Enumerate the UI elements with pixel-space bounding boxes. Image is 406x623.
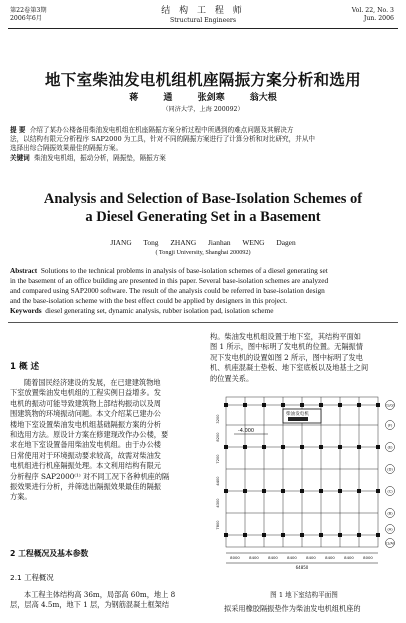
dim-label: 8000 xyxy=(363,555,373,560)
affiliation-cn: （同济大学，上海 200092） xyxy=(162,106,244,113)
section1-line: 分析程序 SAP2000⁽¹⁾ 对不同工况下各种机座的隔 xyxy=(10,471,170,481)
paper-title-en xyxy=(0,190,406,226)
figure1-caption: 图 1 地下室结构平面图 xyxy=(270,591,338,599)
axis-label: (1/G) xyxy=(385,403,395,408)
left-dimensions xyxy=(216,414,220,530)
section2-line: 层，层高 4.5m，地下 1 层，为钢筋混凝土框架结 xyxy=(10,600,170,610)
section2-1-heading xyxy=(10,572,54,583)
title-en-line2: a Diesel Generating Set in a Basement xyxy=(85,209,321,225)
right-col-line: 构。柴油发电机组设置于地下室，其结构平面如 xyxy=(210,332,361,341)
right-column-intro xyxy=(210,332,400,384)
dim-label: 8400 xyxy=(268,555,278,560)
section1-line: 和选用方法。原设计方案在修建现改作办公楼，要 xyxy=(10,430,169,440)
right-column-bottom xyxy=(210,604,400,614)
section2-1-heading-text: 2.1 工程概况 xyxy=(10,573,54,582)
issue-cn: 第22卷第3期 xyxy=(10,7,47,14)
section1-body xyxy=(10,378,200,503)
right-axis-bubbles xyxy=(385,401,395,548)
date-en: Jun. 2006 xyxy=(363,14,394,22)
section2-body xyxy=(10,590,200,611)
axis-label: (1/A) xyxy=(385,541,395,546)
section1-line: 电机的振动可能导致建筑物上部结构振动以及周 xyxy=(10,398,161,408)
abstract-en-line4: and the base-isolation scheme with the best effect could be applied by designers in this project. xyxy=(10,296,288,305)
right-col-line: 况下发电机的设置如图 2 所示，图中标明了发电 xyxy=(210,352,363,362)
abstract-en xyxy=(10,266,398,316)
keywords-cn-text: 柴油发电机组，振动分析，隔振垫，隔振方案 xyxy=(33,153,166,162)
right-col-bottom-line: 拟采用橡胶隔振垫作为柴油发电机组机座的 xyxy=(224,604,361,613)
section1-line: 求在地下室设置备用柴油发电机组。由于办公楼 xyxy=(10,440,161,450)
keywords-cn-label: 关键词 xyxy=(10,153,30,162)
dim-label: 8400 xyxy=(249,555,259,560)
affiliation-en: ( Tongji University, Shanghai 200092) xyxy=(155,249,251,256)
header-rule xyxy=(8,28,398,29)
section1-line: 楼地下室设置柴油发电机组基础隔振方案的分析 xyxy=(10,419,161,429)
title-en-line1: Analysis and Selection of Base-Isolation Schemes of xyxy=(43,191,363,207)
dim-label: 7200 xyxy=(216,454,220,464)
dim-label: 4400 xyxy=(216,476,220,486)
dim-label: 8400 xyxy=(344,555,354,560)
abstract-cn xyxy=(10,126,396,163)
section1-line: 方案。 xyxy=(10,492,32,502)
axis-label: (A) xyxy=(387,527,393,532)
dim-label: 3200 xyxy=(216,414,220,424)
abstract-cn-line3: 选择出综合隔振效果最佳的隔振方案。 xyxy=(10,144,123,153)
section1-line: 电机组进行机座隔振处理。本文利用结构有限元 xyxy=(10,461,161,471)
abstract-en-label: Abstract xyxy=(10,266,38,275)
abstract-cn-line2: 法，以结构有限元分析程序 SAP2000 为工具，针对不同的隔振方案进行了计算分析和对比研究，并从中 xyxy=(10,135,316,144)
right-col-line: 机、机座混凝土垫板、地下室底板以及地基土之间 xyxy=(210,363,369,373)
section2-heading: 2 工程概况及基本参数 xyxy=(10,549,89,558)
volume-en: Vol. 22, No. 3 xyxy=(351,7,394,14)
axis-label: (E) xyxy=(387,445,393,450)
figure1-structural-plan xyxy=(208,387,400,587)
dim-label: 8400 xyxy=(306,555,316,560)
dim-label: 8400 xyxy=(287,555,297,560)
bottom-dimensions xyxy=(230,555,373,560)
dim-label: 8200 xyxy=(216,432,220,442)
right-col-line: 图 1 所示，图中标明了发电机的位置。无隔振情 xyxy=(210,342,363,352)
generator-symbol xyxy=(288,417,308,421)
axis-label: (C) xyxy=(387,489,393,494)
dim-label: 8000 xyxy=(230,555,240,560)
dim-label: 7800 xyxy=(216,520,220,530)
section1-line: 随着国民经济建设的发展，在已建建筑物地 xyxy=(24,378,161,387)
abstract-rule xyxy=(8,322,398,323)
paper-title-cn: 地下室柴油发电机组机座隔振方案分析和选用 xyxy=(44,71,361,89)
abstract-cn-label: 提 要 xyxy=(10,126,26,134)
authors-cn: 蒋 通 张剑寒 翁大根 xyxy=(129,93,277,103)
right-col-line: 的位置关系。 xyxy=(210,373,254,383)
abstract-en-line1: Solutions to the technical problems in analysis of base-isolation schemes of a diesel generating set xyxy=(40,266,328,275)
axis-label: (D) xyxy=(387,467,393,472)
journal-name-cn: 结 构 工 程 师 xyxy=(161,6,245,16)
abstract-cn-line1: 介绍了某办公楼备用柴油发电机组在机座隔振方案分析过程中所遇到的难点问题及其解决方 xyxy=(29,126,294,134)
elevation-label: -4.000 xyxy=(238,428,255,434)
axis-label: (B) xyxy=(387,511,393,516)
abstract-en-line2: in the basement of an office building are presented in this paper. Several base-isolation schemes are analyzed xyxy=(10,276,329,285)
running-header-center xyxy=(0,6,406,24)
keywords-en-label: Keywords xyxy=(10,306,42,315)
keywords-en-text: diesel generating set, dynamic analysis, rubber isolation pad, isolation scheme xyxy=(45,306,274,315)
authors-en: JIANG Tong ZHANG Jianhan WENG Dagen xyxy=(110,238,296,247)
date-cn: 2006年6月 xyxy=(10,14,43,22)
dim-label: 4300 xyxy=(216,498,220,508)
running-header-right xyxy=(352,7,394,22)
generator-label: 柴油发电机 xyxy=(286,412,309,417)
section1-line: 围建筑物的环境振动问题。本文介绍某已建办公 xyxy=(10,409,161,419)
section2-line: 本工程主体结构高 36m，局部高 60m，地上 8 xyxy=(24,590,176,599)
section1-heading: 1 概 述 xyxy=(10,362,40,372)
section1-line: 日常使用对于环境振动要求较高，故需对柴油发 xyxy=(10,450,161,460)
abstract-en-line3: and compared using SAP2000 software. The result of the analysis could be referred in base-isolation design xyxy=(10,286,325,295)
journal-name-en: Structural Engineers xyxy=(169,17,237,24)
dim-label: 8400 xyxy=(325,555,335,560)
total-dim-label: 64850 xyxy=(295,565,309,570)
section1-line: 振效果进行分析，并筛选出隔振效果最佳的隔振 xyxy=(10,482,161,492)
section1-line: 下室放置柴油发电机组的工程实例日益增多。发 xyxy=(10,388,161,398)
axis-label: (F) xyxy=(387,423,393,428)
